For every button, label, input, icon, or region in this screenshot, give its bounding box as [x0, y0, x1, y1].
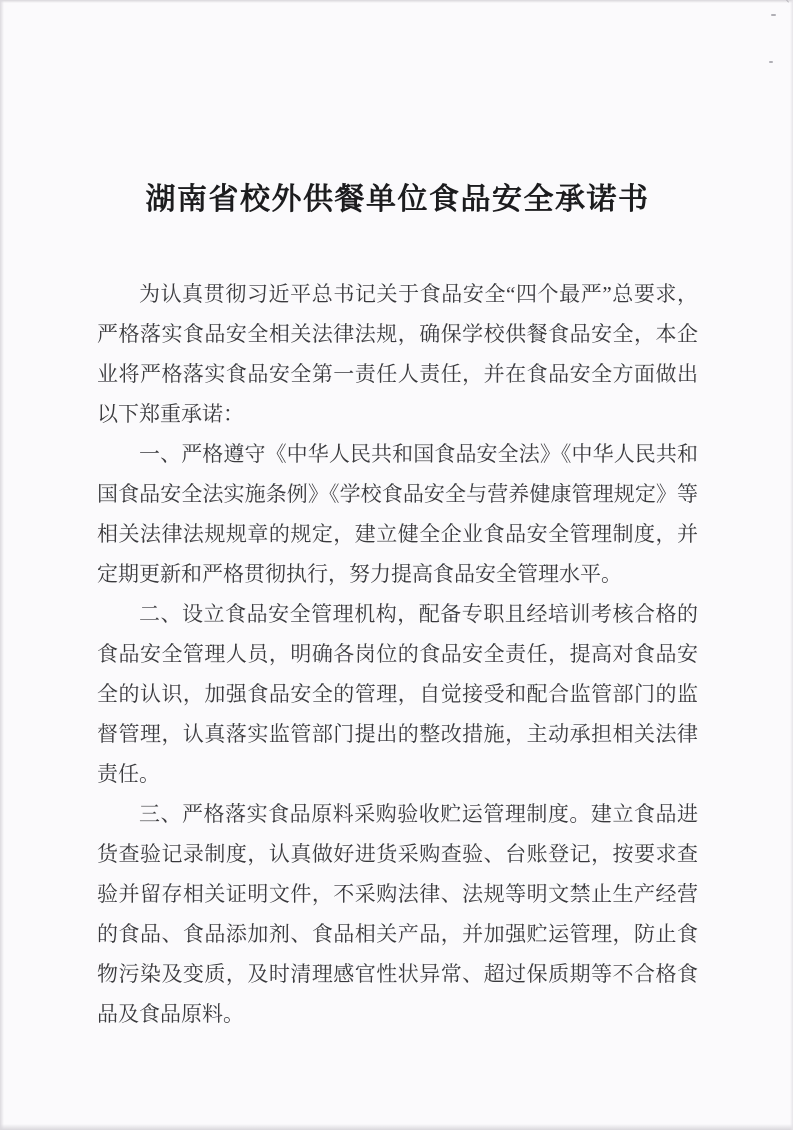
paragraph-item-3-procurement: 三、严格落实食品原料采购验收贮运管理制度。建立食品进货查验记录制度，认真做好进货采购查验、台账登记，按要求查验并留存相关证明文件，不采购法律、法规等明文禁止生产经营的食品、食品添加剂、食品相关产品，并加强贮运管理，防止食物污染及变质，及时清理感官性状异常、超过保质期等不合格食品及食品原料。 [97, 802, 698, 1026]
scan-corner-fold-mark [780, 0, 789, 3]
scan-edge-left [0, 0, 4, 1130]
paragraph-item-1-laws: 一、严格遵守《中华人民共和国食品安全法》《中华人民共和国食品安全法实施条例》《学校食品安全与营养健康管理规定》等相关法律法规规章的规定，建立健全企业食品安全管理制度，并定期更新和严格贯彻执行，努力提高食品安全管理水平。 [97, 442, 698, 586]
scan-dust-speck [771, 14, 776, 16]
scan-edge-top [0, 0, 793, 3]
scan-edge-bottom [0, 1124, 793, 1130]
document-title: 湖南省校外供餐单位食品安全承诺书 [145, 183, 650, 216]
scan-dust-speck [769, 61, 773, 63]
document-body [97, 182, 698, 1034]
paragraph-intro-commitment: 为认真贯彻习近平总书记关于食品安全“四个最严”总要求，严格落实食品安全相关法律法规，确保学校供餐食品安全，本企业将严格落实食品安全第一责任人责任，并在食品安全方面做出以下郑重承诺： [97, 282, 698, 426]
paragraph-item-2-management: 二、设立食品安全管理机构，配备专职且经培训考核合格的食品安全管理人员，明确各岗位的食品安全责任，提高对食品安全的认识，加强食品安全的管理，自觉接受和配合监管部门的监督管理，认真落实监管部门提出的整改措施，主动承担相关法律责任。 [97, 602, 698, 786]
